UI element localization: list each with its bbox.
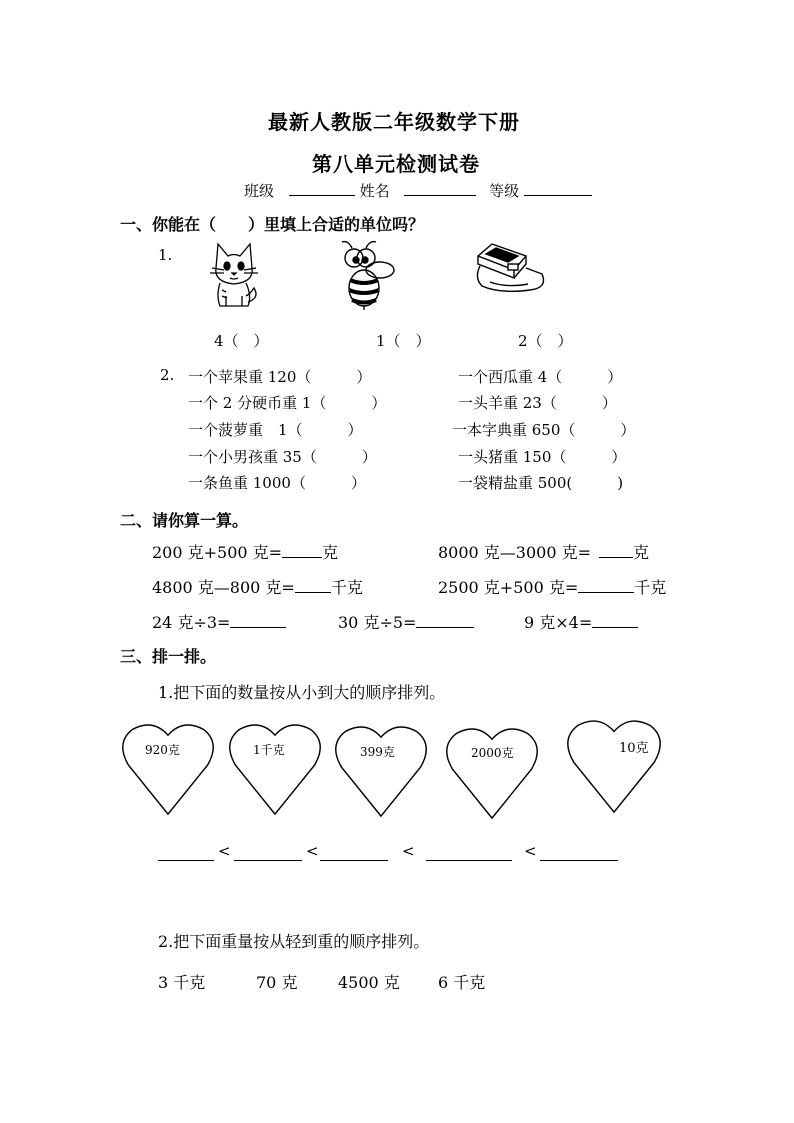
image-caption-scale: 2（ ） <box>518 332 573 350</box>
section-1-title: 一、你能在（ ）里填上合适的单位吗？ <box>120 215 425 234</box>
grade-blank[interactable] <box>524 181 592 196</box>
calc-5: 24 克÷3= <box>152 610 286 633</box>
class-blank[interactable] <box>289 181 355 196</box>
weight-3: 4500 克 <box>338 973 400 992</box>
heart-shape-3 <box>332 724 430 818</box>
calc-1: 200 克+500 克= 克 <box>152 543 339 562</box>
less-than-4: < <box>524 842 537 860</box>
heart-label-4: 2000克 <box>471 746 514 760</box>
order-blank-1[interactable] <box>158 846 214 861</box>
section-3-q1: 1.把下面的数量按从小到大的顺序排列。 <box>158 683 446 702</box>
calc-2-blank[interactable] <box>599 543 633 558</box>
heart-shape-1 <box>120 722 216 816</box>
less-than-2: < <box>306 842 319 860</box>
q2-left-3: 一个菠萝重 1（ ） <box>188 421 363 439</box>
page-subtitle: 第八单元检测试卷 <box>312 152 480 176</box>
calc-4-blank[interactable] <box>578 578 634 593</box>
page-title: 最新人教版二年级数学下册 <box>268 110 520 134</box>
heart-label-1: 920克 <box>145 743 180 757</box>
scale-icon <box>470 238 554 310</box>
q2-right-2: 一头羊重 23（ ） <box>458 394 617 412</box>
q2-left-4: 一个小男孩重 35（ ） <box>188 448 377 466</box>
calc-6-blank[interactable] <box>416 613 474 628</box>
q1-number: 1. <box>158 246 173 264</box>
order-blank-5[interactable] <box>540 846 618 861</box>
class-label: 班级 <box>244 182 275 200</box>
heart-label-5: 10克 <box>619 741 649 756</box>
q2-right-4: 一头猪重 150（ ） <box>458 448 627 466</box>
image-caption-bee: 1（ ） <box>376 332 431 350</box>
calc-4: 2500 克+500 克= 千克 <box>438 578 667 597</box>
calc-3: 4800 克—800 克= 千克 <box>152 578 363 597</box>
calc-1-blank[interactable] <box>282 543 322 558</box>
cat-icon <box>202 238 264 310</box>
student-info-line <box>244 180 592 201</box>
name-label: 姓名 <box>359 182 390 200</box>
calc-6: 30 克÷5= <box>338 610 474 633</box>
calc-5-blank[interactable] <box>230 613 286 628</box>
order-blank-2[interactable] <box>234 846 302 861</box>
heart-shape-5 <box>558 718 670 814</box>
heart-label-3: 399克 <box>360 745 395 759</box>
weight-4: 6 千克 <box>438 973 486 992</box>
section-2-title: 二、请你算一算。 <box>120 511 249 530</box>
q2-left-5: 一条鱼重 1000（ ） <box>188 474 366 492</box>
q2-right-1: 一个西瓜重 4（ ） <box>458 368 623 386</box>
weight-1: 3 千克 <box>158 973 206 992</box>
heart-shape-4 <box>440 726 544 820</box>
heart-shape-2 <box>226 722 324 816</box>
calc-3-blank[interactable] <box>295 578 331 593</box>
grade-label: 等级 <box>489 182 520 200</box>
section-3-q2: 2.把下面重量按从轻到重的顺序排列。 <box>158 932 430 951</box>
calc-7-blank[interactable] <box>592 613 638 628</box>
weight-2: 70 克 <box>256 973 298 992</box>
q2-right-3: 一本字典重 650（ ） <box>452 421 636 439</box>
q2-right-5: 一袋精盐重 500( ) <box>458 474 624 492</box>
calc-2: 8000 克—3000 克= 克 <box>438 543 650 562</box>
section-3-title: 三、排一排。 <box>120 647 217 666</box>
order-blank-3[interactable] <box>320 846 388 861</box>
q2-left-2: 一个 2 分硬币重 1（ ） <box>188 394 387 412</box>
order-blank-4[interactable] <box>426 846 512 861</box>
less-than-1: < <box>218 842 231 860</box>
q2-number: 2. <box>160 366 175 384</box>
bee-icon <box>334 238 398 310</box>
name-blank[interactable] <box>404 181 476 196</box>
calc-7: 9 克×4= <box>524 610 638 633</box>
less-than-3: < <box>402 842 415 860</box>
q2-left-1: 一个苹果重 120（ ） <box>188 368 372 386</box>
heart-label-2: 1千克 <box>253 743 285 757</box>
image-caption-cat: 4（ ） <box>214 332 269 350</box>
